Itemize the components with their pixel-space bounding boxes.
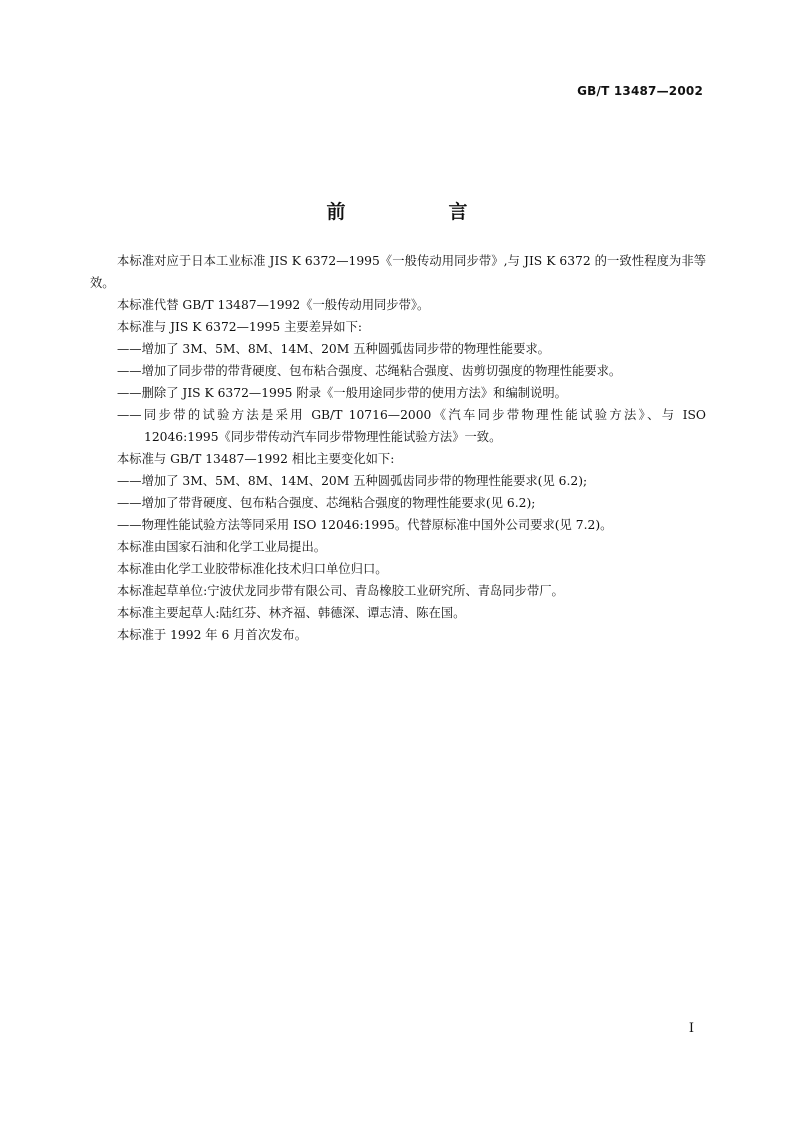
paragraph-first-issued: 本标准于 1992 年 6 月首次发布。 [117, 628, 308, 642]
page-number: I [688, 1021, 694, 1036]
standard-number: GB/T 13487—2002 [577, 84, 703, 98]
list-item: ——物理性能试验方法等同采用 ISO 12046:1995。代替原标准中国外公司要求(见 7.2)。 [117, 518, 613, 532]
paragraph-changes-intro: 本标准与 GB/T 13487—1992 相比主要变化如下: [117, 452, 395, 466]
paragraph-proposed-by: 本标准由国家石油和化学工业局提出。 [117, 540, 327, 554]
list-item: ——删除了 JIS K 6372—1995 附录《一般用途同步带的使用方法》和编制说明。 [117, 386, 567, 400]
list-item: ——增加了 3M、5M、8M、14M、20M 五种圆弧齿同步带的物理性能要求(见 6.2); [117, 474, 588, 488]
list-item: ——增加了同步带的带背硬度、包布粘合强度、芯绳粘合强度、齿剪切强度的物理性能要求。 [117, 364, 622, 378]
page-title: 前 言 [326, 200, 510, 223]
list-item: ——增加了 3M、5M、8M、14M、20M 五种圆弧齿同步带的物理性能要求。 [117, 342, 550, 356]
paragraph-replaces: 本标准代替 GB/T 13487—1992《一般传动用同步带》。 [117, 298, 430, 312]
list-item: ——增加了带背硬度、包布粘合强度、芯绳粘合强度的物理性能要求(见 6.2); [117, 496, 536, 510]
paragraph-drafting-units: 本标准起草单位:宁波伏龙同步带有限公司、青岛橡胶工业研究所、青岛同步带厂。 [117, 584, 564, 598]
list-item: ——同步带的试验方法是采用 GB/T 10716—2000《汽车同步带物理性能试验方法》、与 ISO 12046:1995《同步带传动汽车同步带物理性能试验方法》一致。 [117, 408, 706, 444]
paragraph-correspondence: 本标准对应于日本工业标准 JIS K 6372—1995《一般传动用同步带》,与 JIS K 6372 的一致性程度为非等效。 [90, 254, 706, 290]
paragraph-centralized-by: 本标准由化学工业胶带标准化技术归口单位归口。 [117, 562, 388, 576]
foreword-body [90, 250, 706, 646]
paragraph-drafters: 本标准主要起草人:陆红芬、林齐福、韩德深、谭志清、陈在国。 [117, 606, 466, 620]
paragraph-differences-intro: 本标准与 JIS K 6372—1995 主要差异如下: [117, 320, 363, 334]
